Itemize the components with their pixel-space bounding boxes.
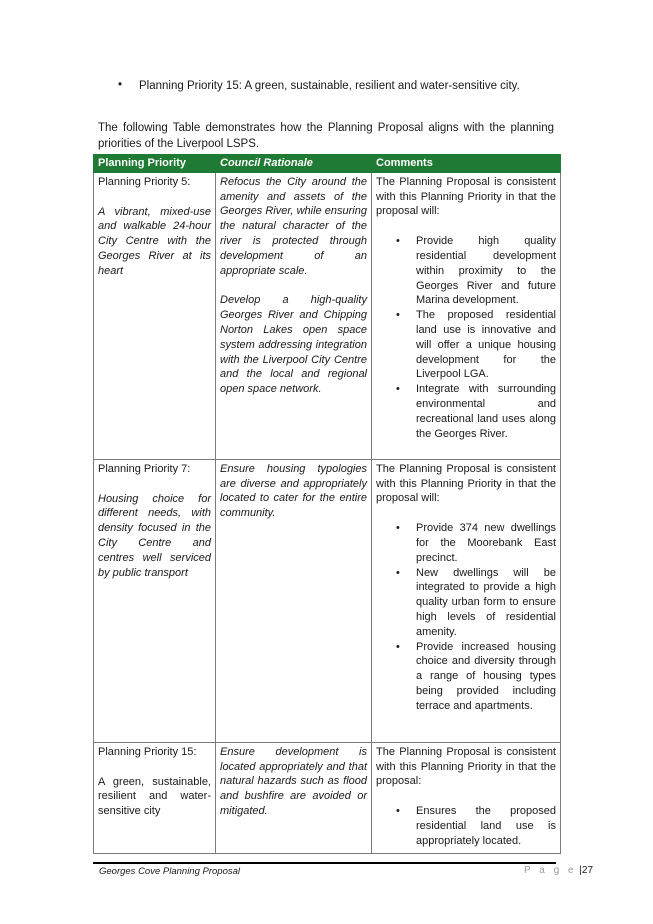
rationale-paragraph: Ensure development is located appropriately and that natural hazards such as flood and bushfire are avoided or mitigated.: [220, 745, 367, 817]
list-item: • Provide increased housing choice and diversity through a range of housing types being provided including terrace and apartments.: [396, 640, 556, 712]
table-row: [94, 742, 561, 853]
bullet-glyph: •: [118, 79, 123, 91]
list-item: • The proposed residential land use is innovative and will offer a unique housing development for the Liverpool LGA.: [396, 309, 556, 381]
intro-paragraph: The following Table demonstrates how the Planning Proposal aligns with the planning priorities of the Liverpool LSPS.: [98, 121, 554, 150]
list-item: • Provide 374 new dwellings for the Moorebank East precinct.: [396, 522, 556, 564]
table-row: [94, 172, 561, 459]
priority-description: Housing choice for different needs, with density focused in the City Centre and centres well serviced by public transport: [98, 492, 211, 579]
comments-cell: [372, 742, 561, 853]
rationale-cell: [216, 742, 372, 853]
table-header-row: [94, 155, 561, 173]
priority-cell: [94, 459, 216, 742]
footer-divider: [93, 862, 556, 864]
comments-cell: [372, 459, 561, 742]
footer-page-info: [524, 865, 593, 876]
rationale-cell: [216, 172, 372, 459]
priority-description: A vibrant, mixed-use and walkable 24-hour City Centre with the Georges River at its heart: [98, 205, 211, 277]
page-number: 27: [581, 865, 594, 876]
page-separator: |: [579, 865, 582, 876]
comment-list: [376, 804, 556, 848]
list-item: • Provide high quality residential development within proximity to the Georges River and future Marina development.: [396, 235, 556, 307]
priority-cell: [94, 742, 216, 853]
table-row: [94, 459, 561, 742]
header-planning-priority: Planning Priority: [94, 155, 216, 173]
list-item: • Integrate with surrounding environmental and recreational land uses along the Georges River.: [396, 383, 556, 440]
page-label: P a g e: [524, 865, 577, 876]
comment-intro: The Planning Proposal is consistent with this Planning Priority in that the proposal will:: [376, 175, 556, 218]
priority-cell: [94, 172, 216, 459]
comment-intro: The Planning Proposal is consistent with this Planning Priority in that the proposal will:: [376, 462, 556, 505]
comment-list: [376, 234, 556, 441]
priority-description: A green, sustainable, resilient and water-sensitive city: [98, 775, 211, 818]
rationale-cell: [216, 459, 372, 742]
header-council-rationale: Council Rationale: [216, 155, 372, 173]
priority-title: Planning Priority 5:: [98, 175, 191, 188]
priority-title: Planning Priority 15:: [98, 745, 197, 758]
priority-title: Planning Priority 7:: [98, 462, 191, 475]
comments-cell: [372, 172, 561, 459]
rationale-paragraph: Develop a high-quality Georges River and Chipping Norton Lakes open space system addressing integration with the Liverpool City Centre and the local and regional open space network.: [220, 294, 367, 396]
comment-list: [376, 521, 556, 713]
header-comments: Comments: [372, 155, 561, 173]
footer-document-title: Georges Cove Planning Proposal: [99, 866, 241, 877]
list-item: • New dwellings will be integrated to provide a high quality urban form to ensure high levels of residential amenity.: [396, 566, 556, 638]
rationale-paragraph: Refocus the City around the amenity and assets of the Georges River, while ensuring the natural character of the river is protected through development of an appropriate scale.: [220, 175, 367, 277]
list-item: • Ensures the proposed residential land use is appropriately located.: [396, 805, 556, 847]
rationale-paragraph: Ensure housing typologies are diverse and appropriately located to cater for the entire community.: [220, 462, 367, 520]
comment-intro: The Planning Proposal is consistent with this Planning Priority in that the proposal:: [376, 745, 556, 788]
bullet-text: Planning Priority 15: A green, sustainable, resilient and water-sensitive city.: [139, 80, 520, 92]
planning-priority-table: [93, 154, 561, 854]
